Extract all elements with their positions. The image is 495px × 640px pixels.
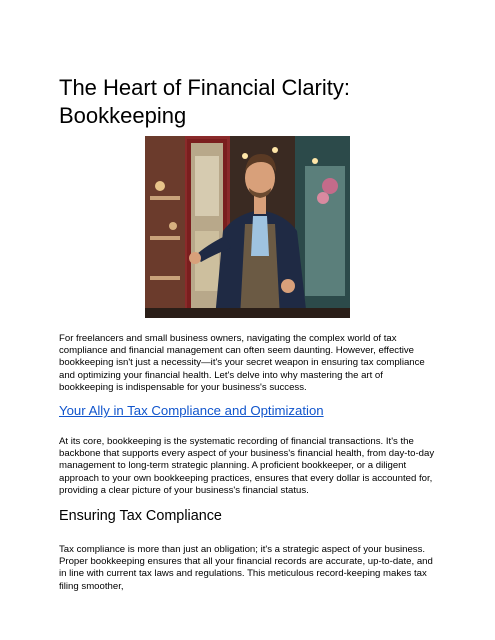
shop-owner-illustration — [145, 136, 350, 318]
page-title: The Heart of Financial Clarity: Bookkeeping — [59, 75, 350, 128]
section-heading-tax-ally[interactable]: Your Ally in Tax Compliance and Optimization — [59, 403, 324, 418]
intro-paragraph: For freelancers and small business owners, navigating the complex world of tax compliance and financial management can often seem daunting. However, effective bookkeeping isn't just a necessity—it's your secret weapon in ensuring tax compliance and optimizing your financial health. Let's delve into why mastering the art of bookkeeping is indispensable for your business's success. — [59, 333, 425, 393]
section-paragraph-bookkeeping-core: At its core, bookkeeping is the systematic recording of financial transactions. It's the backbone that supports every aspect of your business's financial health, from day-to-day management to long-term strategic planning. A proficient bookkeeper, or a diligent approach to your own bookkeeping practices, ensures that every dollar is accounted for, providing a clear picture of your business's financial status. — [59, 436, 435, 496]
hero-image — [145, 136, 350, 318]
section-heading-tax-compliance: Ensuring Tax Compliance — [59, 508, 222, 524]
section-paragraph-tax-compliance: Tax compliance is more than just an obligation; it's a strategic aspect of your business. Proper bookkeeping ensures that all your financial records are accurate, up-to-date, and in line with current tax laws and regulations. This meticulous record-keeping makes tax filing smoother, — [59, 544, 433, 592]
